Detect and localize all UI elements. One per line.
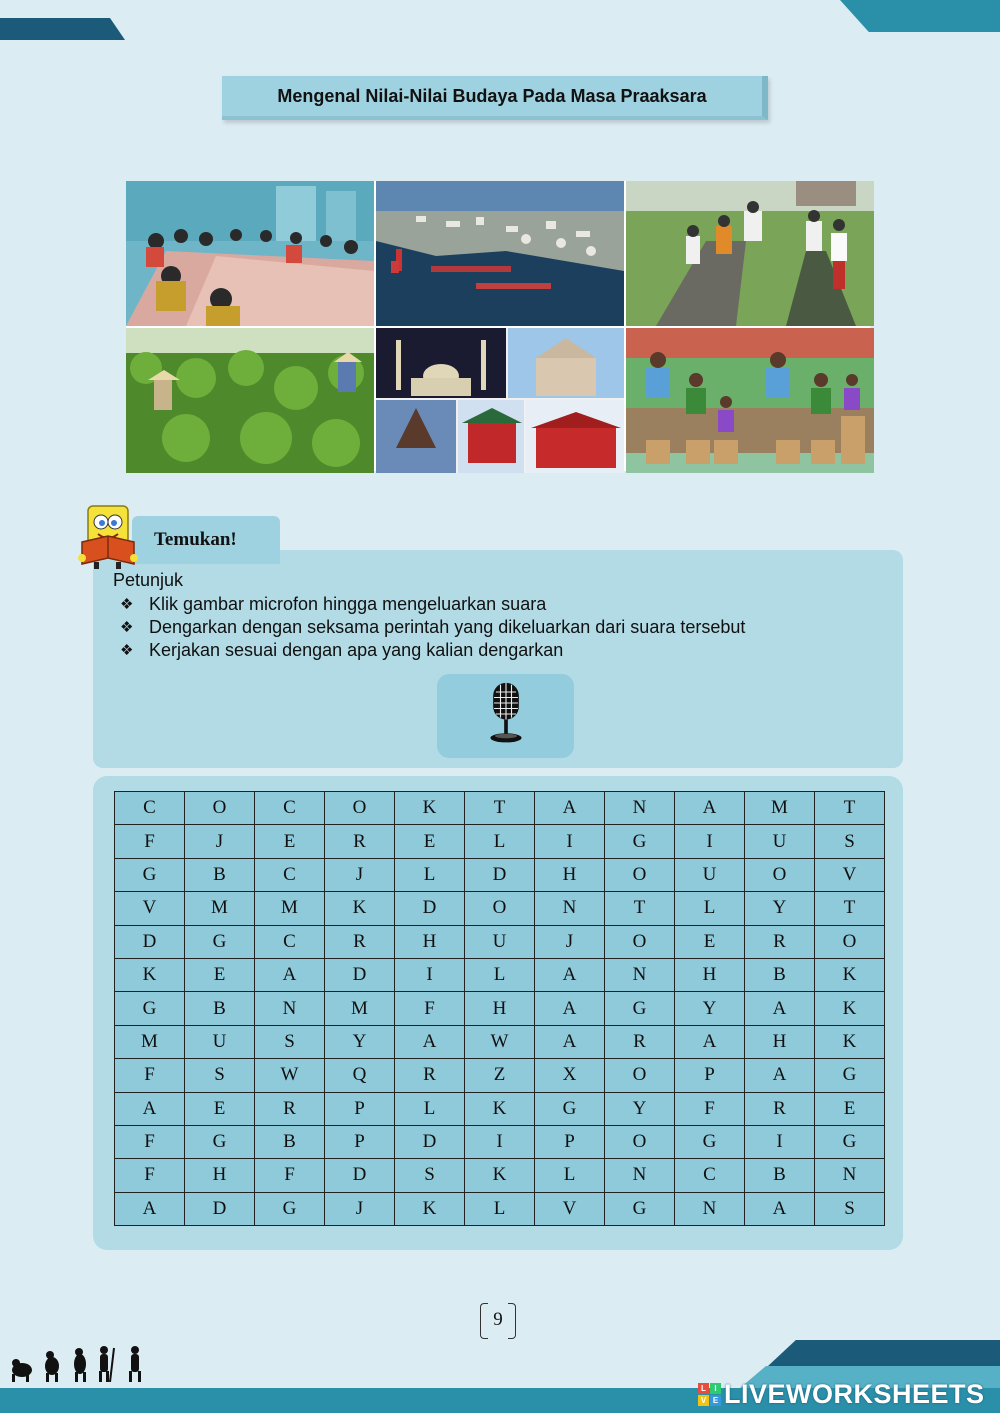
brand-logo-letter: L bbox=[698, 1383, 709, 1394]
grid-cell[interactable]: E bbox=[395, 825, 465, 858]
grid-row bbox=[115, 1192, 885, 1225]
grid-cell[interactable]: F bbox=[395, 992, 465, 1025]
grid-cell[interactable]: D bbox=[185, 1192, 255, 1225]
grid-cell[interactable]: A bbox=[535, 792, 605, 825]
grid-cell[interactable]: H bbox=[535, 858, 605, 891]
brand-logo-letter: E bbox=[710, 1395, 721, 1406]
grid-cell[interactable]: Y bbox=[675, 992, 745, 1025]
grid-row bbox=[115, 992, 885, 1025]
grid-cell[interactable]: A bbox=[675, 792, 745, 825]
grid-cell[interactable]: G bbox=[815, 1125, 885, 1158]
grid-cell[interactable]: L bbox=[465, 825, 535, 858]
grid-cell[interactable]: F bbox=[115, 1125, 185, 1158]
grid-cell[interactable]: H bbox=[745, 1025, 815, 1058]
grid-cell[interactable]: T bbox=[465, 792, 535, 825]
section-tab: Temukan! bbox=[132, 516, 280, 564]
diamond-bullet-icon: ❖ bbox=[120, 596, 134, 613]
grid-cell[interactable]: G bbox=[115, 992, 185, 1025]
grid-cell[interactable]: C bbox=[115, 792, 185, 825]
grid-cell[interactable]: G bbox=[675, 1125, 745, 1158]
word-search-grid bbox=[114, 791, 885, 1226]
instruction-text: Dengarkan dengan seksama perintah yang dikeluarkan dari suara tersebut bbox=[149, 617, 746, 637]
grid-cell[interactable]: T bbox=[605, 892, 675, 925]
grid-cell[interactable]: C bbox=[675, 1159, 745, 1192]
grid-cell[interactable]: A bbox=[115, 1192, 185, 1225]
grid-cell[interactable]: N bbox=[605, 958, 675, 991]
grid-cell[interactable]: K bbox=[325, 892, 395, 925]
grid-cell[interactable]: J bbox=[325, 1192, 395, 1225]
grid-cell[interactable]: B bbox=[255, 1125, 325, 1158]
grid-cell[interactable]: A bbox=[745, 992, 815, 1025]
grid-cell[interactable]: M bbox=[185, 892, 255, 925]
grid-cell[interactable]: R bbox=[745, 925, 815, 958]
grid-cell[interactable]: D bbox=[115, 925, 185, 958]
grid-cell[interactable]: F bbox=[115, 825, 185, 858]
grid-row bbox=[115, 958, 885, 991]
grid-row bbox=[115, 858, 885, 891]
grid-cell[interactable]: S bbox=[395, 1159, 465, 1192]
grid-cell[interactable]: R bbox=[745, 1092, 815, 1125]
grid-row bbox=[115, 1159, 885, 1192]
instruction-item bbox=[120, 639, 745, 662]
grid-cell[interactable]: H bbox=[675, 958, 745, 991]
grid-cell[interactable]: X bbox=[535, 1059, 605, 1092]
grid-cell[interactable]: K bbox=[815, 1025, 885, 1058]
grid-cell[interactable]: I bbox=[675, 825, 745, 858]
top-right-band bbox=[840, 0, 1000, 32]
grid-cell[interactable]: R bbox=[325, 825, 395, 858]
grid-cell[interactable]: V bbox=[115, 892, 185, 925]
grid-cell[interactable]: A bbox=[745, 1192, 815, 1225]
grid-cell[interactable]: L bbox=[465, 1192, 535, 1225]
photo-farmers-field bbox=[126, 328, 374, 473]
bottom-right-band-dark bbox=[768, 1340, 1000, 1366]
grid-cell[interactable]: C bbox=[255, 792, 325, 825]
grid-cell[interactable]: S bbox=[185, 1059, 255, 1092]
grid-cell[interactable]: K bbox=[815, 992, 885, 1025]
grid-cell[interactable]: J bbox=[185, 825, 255, 858]
grid-cell[interactable]: R bbox=[255, 1092, 325, 1125]
grid-cell[interactable]: K bbox=[395, 792, 465, 825]
grid-cell[interactable]: U bbox=[465, 925, 535, 958]
grid-cell[interactable]: C bbox=[255, 925, 325, 958]
grid-row bbox=[115, 1059, 885, 1092]
grid-cell[interactable]: Y bbox=[325, 1025, 395, 1058]
instruction-text: Kerjakan sesuai dengan apa yang kalian dengarkan bbox=[149, 640, 564, 660]
grid-cell[interactable]: F bbox=[675, 1092, 745, 1125]
grid-cell[interactable]: E bbox=[185, 1092, 255, 1125]
grid-cell[interactable]: A bbox=[535, 1025, 605, 1058]
grid-cell[interactable]: A bbox=[535, 958, 605, 991]
grid-row bbox=[115, 1125, 885, 1158]
grid-cell[interactable]: E bbox=[255, 825, 325, 858]
grid-cell[interactable]: N bbox=[675, 1192, 745, 1225]
grid-cell[interactable]: B bbox=[185, 992, 255, 1025]
grid-cell[interactable]: S bbox=[815, 825, 885, 858]
grid-cell[interactable]: G bbox=[605, 1192, 675, 1225]
grid-cell[interactable]: U bbox=[745, 825, 815, 858]
grid-cell[interactable]: G bbox=[605, 825, 675, 858]
grid-cell[interactable]: V bbox=[815, 858, 885, 891]
grid-row bbox=[115, 825, 885, 858]
grid-cell[interactable]: G bbox=[185, 925, 255, 958]
grid-cell[interactable]: O bbox=[605, 858, 675, 891]
grid-cell[interactable]: L bbox=[395, 1092, 465, 1125]
grid-cell[interactable]: O bbox=[605, 1125, 675, 1158]
photo-harbor-aerial bbox=[376, 181, 624, 326]
photo-deliberation-meeting bbox=[126, 181, 374, 326]
grid-cell[interactable]: R bbox=[325, 925, 395, 958]
grid-cell[interactable]: P bbox=[535, 1125, 605, 1158]
grid-cell[interactable]: F bbox=[115, 1059, 185, 1092]
grid-cell[interactable]: G bbox=[185, 1125, 255, 1158]
grid-cell[interactable]: D bbox=[395, 1125, 465, 1158]
grid-row bbox=[115, 925, 885, 958]
grid-cell[interactable]: Q bbox=[325, 1059, 395, 1092]
grid-cell[interactable]: O bbox=[325, 792, 395, 825]
instruction-text: Klik gambar microfon hingga mengeluarkan suara bbox=[149, 594, 547, 614]
human-evolution-icon bbox=[6, 1346, 151, 1382]
grid-cell[interactable]: O bbox=[815, 925, 885, 958]
grid-cell[interactable]: V bbox=[535, 1192, 605, 1225]
grid-cell[interactable]: K bbox=[115, 958, 185, 991]
grid-cell[interactable]: Z bbox=[465, 1059, 535, 1092]
grid-cell[interactable]: T bbox=[815, 792, 885, 825]
grid-cell[interactable]: F bbox=[115, 1159, 185, 1192]
grid-cell[interactable]: M bbox=[325, 992, 395, 1025]
grid-cell[interactable]: G bbox=[115, 858, 185, 891]
grid-cell[interactable]: D bbox=[325, 1159, 395, 1192]
grid-cell[interactable]: N bbox=[605, 792, 675, 825]
grid-cell[interactable]: Y bbox=[745, 892, 815, 925]
grid-cell[interactable]: K bbox=[395, 1192, 465, 1225]
grid-cell[interactable]: O bbox=[605, 1059, 675, 1092]
grid-cell[interactable]: M bbox=[115, 1025, 185, 1058]
grid-cell[interactable]: L bbox=[465, 958, 535, 991]
top-left-band bbox=[0, 18, 125, 40]
microphone-icon[interactable] bbox=[484, 680, 528, 753]
grid-cell[interactable]: S bbox=[255, 1025, 325, 1058]
grid-cell[interactable]: U bbox=[185, 1025, 255, 1058]
grid-cell[interactable]: K bbox=[465, 1092, 535, 1125]
grid-cell[interactable]: E bbox=[675, 925, 745, 958]
grid-cell[interactable]: A bbox=[115, 1092, 185, 1125]
grid-cell[interactable]: R bbox=[605, 1025, 675, 1058]
instruction-item bbox=[120, 593, 745, 616]
grid-cell[interactable]: O bbox=[185, 792, 255, 825]
grid-cell[interactable]: K bbox=[465, 1159, 535, 1192]
grid-cell[interactable]: H bbox=[395, 925, 465, 958]
grid-cell[interactable]: H bbox=[185, 1159, 255, 1192]
grid-cell[interactable]: G bbox=[815, 1059, 885, 1092]
photo-houses-of-worship bbox=[376, 328, 624, 473]
grid-cell[interactable]: A bbox=[675, 1025, 745, 1058]
grid-cell[interactable]: L bbox=[675, 892, 745, 925]
grid-cell[interactable]: J bbox=[535, 925, 605, 958]
grid-cell[interactable]: R bbox=[395, 1059, 465, 1092]
microphone-button[interactable] bbox=[437, 674, 574, 758]
grid-cell[interactable]: G bbox=[255, 1192, 325, 1225]
grid-cell[interactable]: F bbox=[255, 1159, 325, 1192]
brand-logo-letter: I bbox=[710, 1383, 721, 1394]
brand-logo-mark bbox=[698, 1383, 721, 1406]
grid-row bbox=[115, 792, 885, 825]
grid-row bbox=[115, 1092, 885, 1125]
grid-cell[interactable]: P bbox=[325, 1125, 395, 1158]
grid-cell[interactable]: S bbox=[815, 1192, 885, 1225]
grid-cell[interactable]: A bbox=[535, 992, 605, 1025]
grid-cell[interactable]: I bbox=[465, 1125, 535, 1158]
brand-logo[interactable] bbox=[698, 1378, 985, 1410]
grid-cell[interactable]: P bbox=[675, 1059, 745, 1092]
grid-cell[interactable]: H bbox=[465, 992, 535, 1025]
grid-cell[interactable]: I bbox=[535, 825, 605, 858]
grid-cell[interactable]: D bbox=[465, 858, 535, 891]
grid-cell[interactable]: N bbox=[535, 892, 605, 925]
grid-cell[interactable]: D bbox=[395, 892, 465, 925]
grid-cell[interactable]: U bbox=[675, 858, 745, 891]
instruction-item bbox=[120, 616, 745, 639]
page-number: 9 bbox=[480, 1303, 516, 1337]
grid-cell[interactable]: O bbox=[465, 892, 535, 925]
grid-cell[interactable]: C bbox=[255, 858, 325, 891]
mascot-reading-icon bbox=[74, 502, 140, 570]
grid-cell[interactable]: E bbox=[185, 958, 255, 991]
grid-cell[interactable]: D bbox=[325, 958, 395, 991]
grid-cell[interactable]: N bbox=[255, 992, 325, 1025]
grid-cell[interactable]: W bbox=[465, 1025, 535, 1058]
grid-cell[interactable]: A bbox=[745, 1059, 815, 1092]
instructions-heading: Petunjuk bbox=[113, 570, 184, 590]
grid-cell[interactable]: M bbox=[255, 892, 325, 925]
grid-cell[interactable]: E bbox=[815, 1092, 885, 1125]
grid-cell[interactable]: L bbox=[535, 1159, 605, 1192]
grid-cell[interactable]: W bbox=[255, 1059, 325, 1092]
grid-cell[interactable]: O bbox=[605, 925, 675, 958]
brand-logo-letter: V bbox=[698, 1395, 709, 1406]
grid-cell[interactable]: L bbox=[395, 858, 465, 891]
grid-cell[interactable]: K bbox=[815, 958, 885, 991]
grid-cell[interactable]: B bbox=[745, 958, 815, 991]
diamond-bullet-icon: ❖ bbox=[120, 619, 134, 636]
grid-cell[interactable]: I bbox=[395, 958, 465, 991]
diamond-bullet-icon: ❖ bbox=[120, 642, 134, 659]
grid-cell[interactable]: M bbox=[745, 792, 815, 825]
photo-community-cleanup bbox=[626, 181, 874, 326]
grid-cell[interactable]: P bbox=[325, 1092, 395, 1125]
grid-cell[interactable]: N bbox=[815, 1159, 885, 1192]
grid-cell[interactable]: G bbox=[535, 1092, 605, 1125]
photo-collage bbox=[126, 181, 870, 471]
grid-cell[interactable]: B bbox=[185, 858, 255, 891]
grid-cell[interactable]: B bbox=[745, 1159, 815, 1192]
grid-cell[interactable]: Y bbox=[605, 1092, 675, 1125]
brand-name: LIVEWORKSHEETS bbox=[724, 1378, 985, 1409]
grid-cell[interactable]: O bbox=[745, 858, 815, 891]
grid-cell[interactable]: G bbox=[605, 992, 675, 1025]
grid-cell[interactable]: N bbox=[605, 1159, 675, 1192]
grid-cell[interactable]: I bbox=[745, 1125, 815, 1158]
grid-cell[interactable]: A bbox=[255, 958, 325, 991]
page-title: Mengenal Nilai-Nilai Budaya Pada Masa Praaksara bbox=[222, 76, 768, 120]
grid-row bbox=[115, 1025, 885, 1058]
photo-equity-illustration bbox=[626, 328, 874, 473]
grid-cell[interactable]: J bbox=[325, 858, 395, 891]
grid-cell[interactable]: A bbox=[395, 1025, 465, 1058]
grid-cell[interactable]: T bbox=[815, 892, 885, 925]
grid-row bbox=[115, 892, 885, 925]
instructions-list bbox=[120, 593, 745, 662]
